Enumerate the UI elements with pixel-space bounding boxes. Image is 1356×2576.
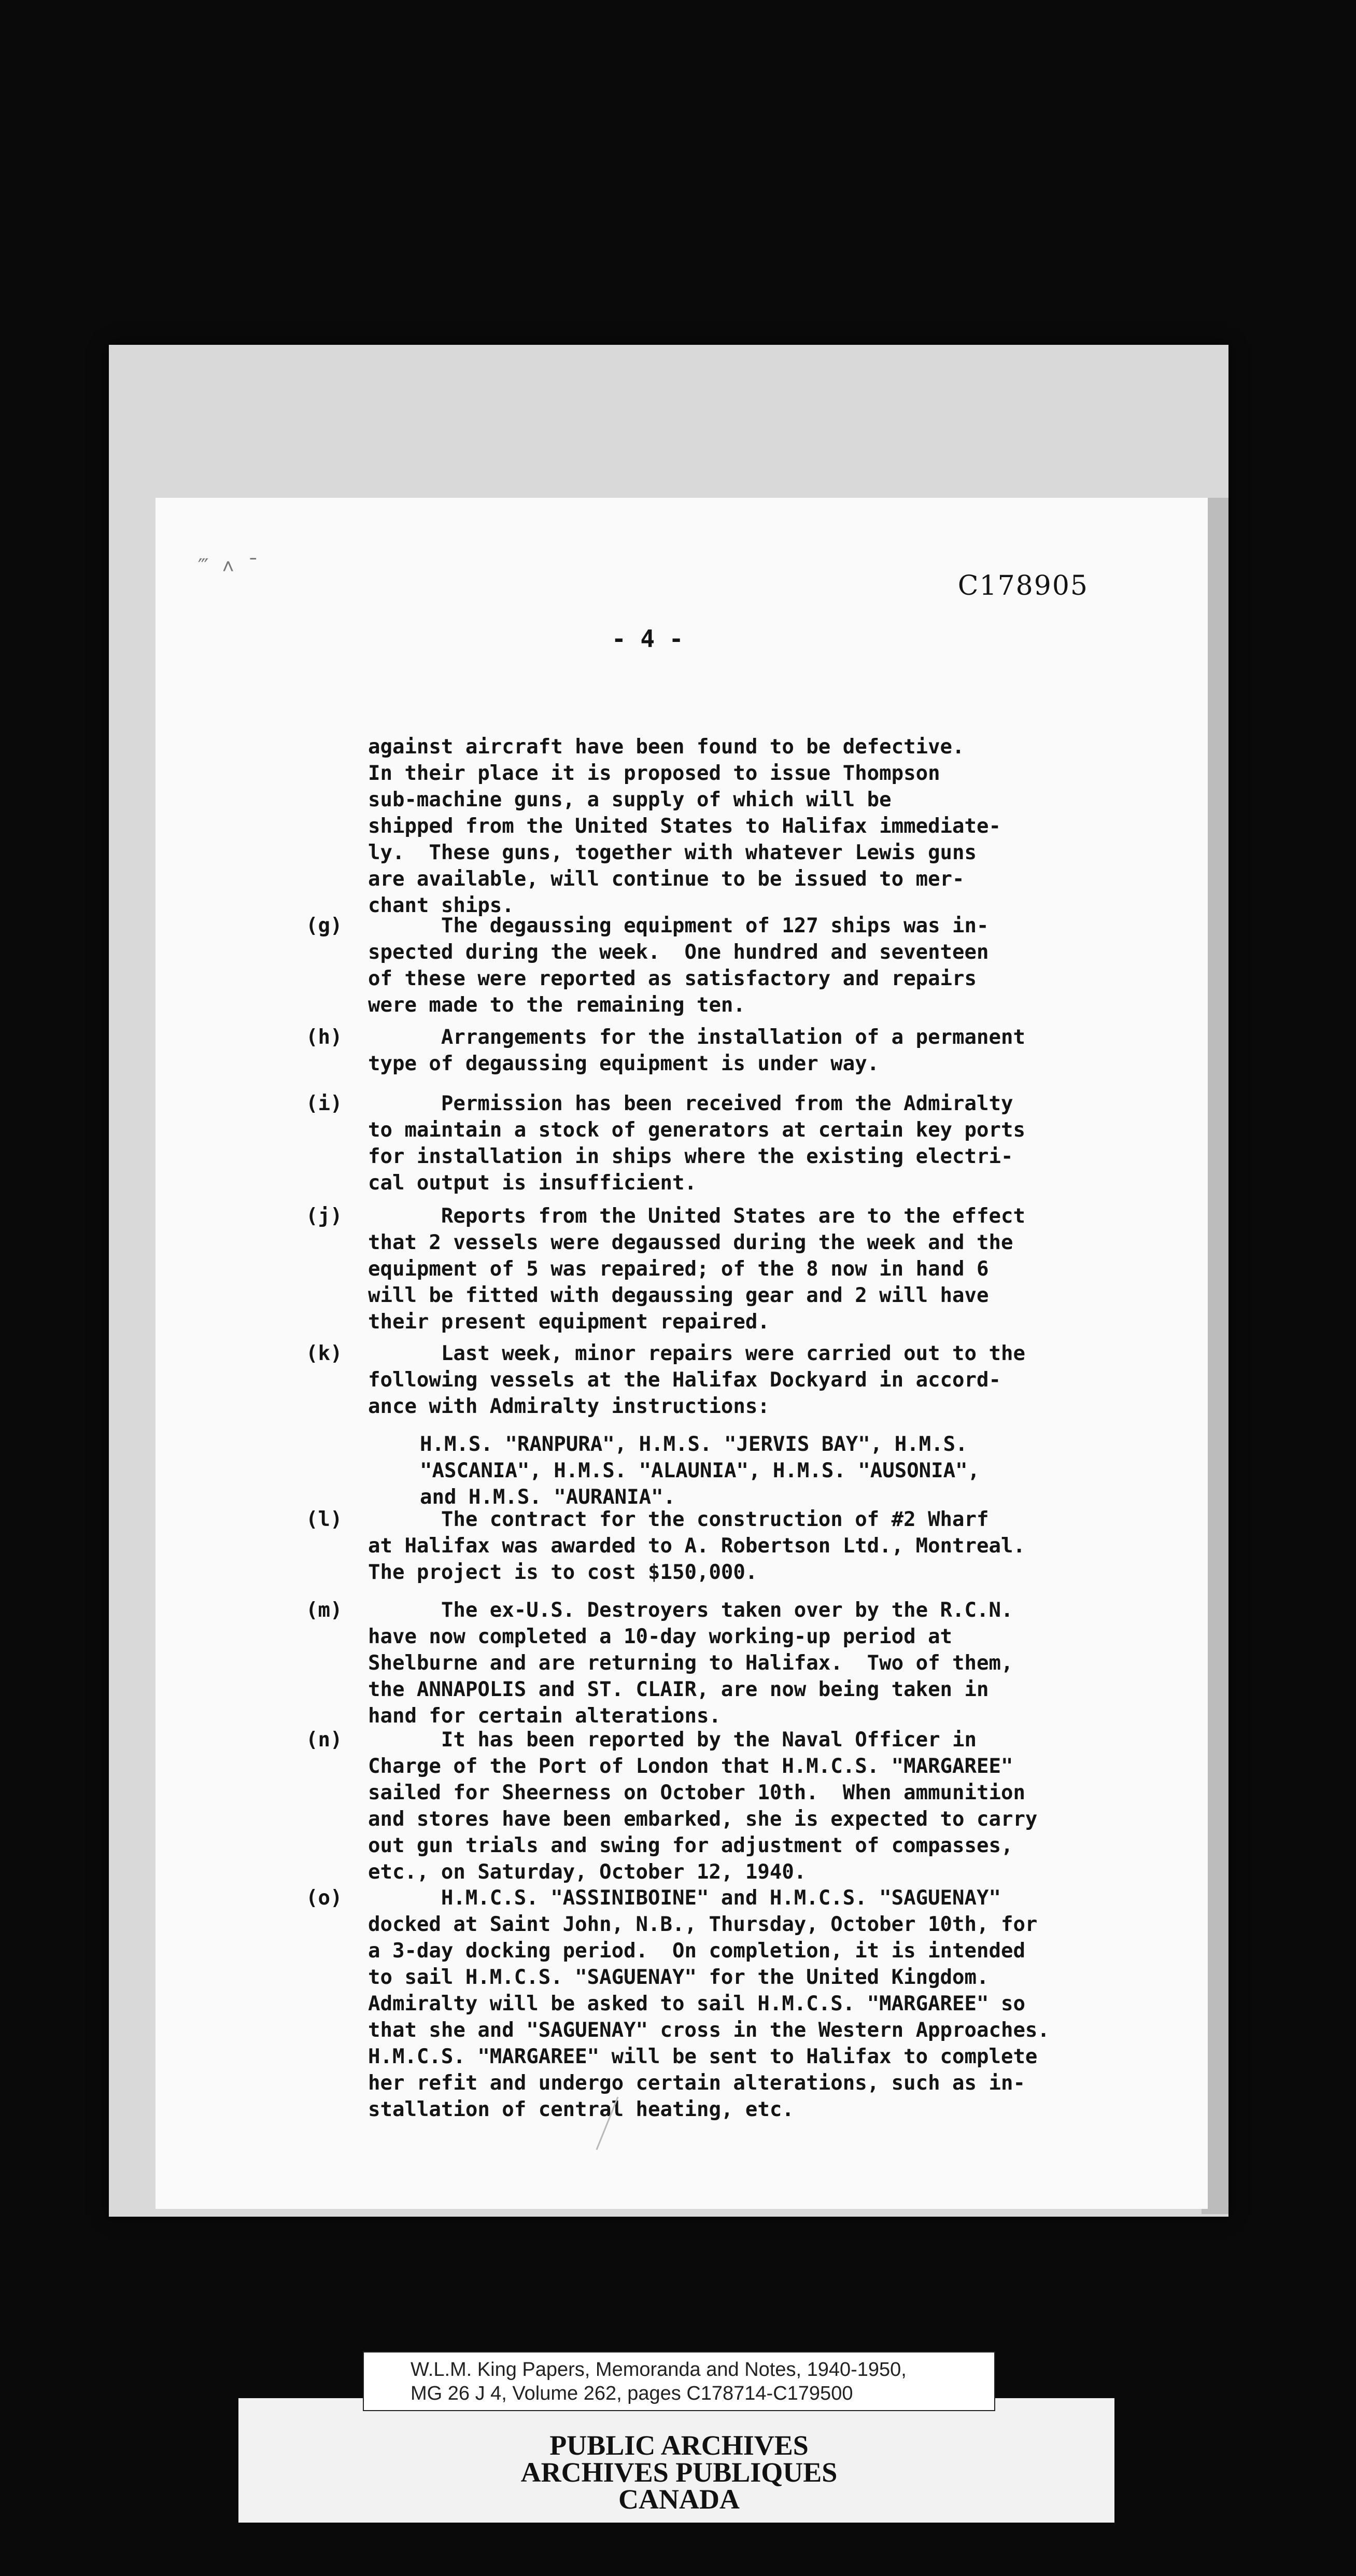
item-text: Arrangements for the installation of a permanent type of degaussing equipment is under way. — [368, 1026, 1025, 1075]
item-label: (j) — [306, 1205, 343, 1228]
citation-line-2: MG 26 J 4, Volume 262, pages C178714-C179500 — [411, 2383, 853, 2404]
item-text: Last week, minor repairs were carried out to the following vessels at the Halifax Dockyard in accord- ance with Admiralty instructions: — [368, 1342, 1025, 1418]
archive-title — [363, 2432, 995, 2513]
corner-mark: ‴ ˄ ¯ — [197, 555, 260, 579]
item-text: The degaussing equipment of 127 ships was in- spected during the week. One hundred and seventeen of these were reported as satisfactory and repairs were made to the remaining ten. — [368, 914, 989, 1017]
item-text: It has been reported by the Naval Officer in Charge of the Port of London that H.M.C.S. "MARGAREE" sailed for Sheerness on October 10th. When ammunition and stores have been embarked, she is expected to carry out gun trials and swing for adjustment of compasses, etc., on Saturday, October 12, 1940. — [368, 1728, 1038, 1884]
archive-title-line-2: ARCHIVES PUBLIQUES — [520, 2457, 838, 2488]
item-text: Permission has been received from the Admiralty to maintain a stock of generators at certain key ports for installation in ships where the existing electri- cal output is insufficient. — [368, 1092, 1025, 1195]
item-text: The ex-U.S. Destroyers taken over by the R.C.N. have now completed a 10-day working-up period at Shelburne and are returning to Halifax. Two of them, the ANNAPOLIS and ST. CLAIR, are now being taken in hand for certain alterations. — [368, 1599, 1013, 1728]
item-text: H.M.C.S. "ASSINIBOINE" and H.M.C.S. "SAGUENAY" docked at Saint John, N.B., Thursday, October 10th, for a 3-day docking period. On completion, it is intended to sail H.M.C.S. "SAGUENAY" for the United Kingdom. Admiralty will be asked to sail H.M.C.S. "MARGAREE" so that she and "SAGUENAY" cross in the Western Approaches. H.M.C.S. "MARGAREE" will be sent to Halifax to complete her refit and undergo certain alterations, such as in- stallation of central heating, etc. — [368, 1886, 1050, 2121]
archive-title-line-1: PUBLIC ARCHIVES — [549, 2430, 809, 2461]
archive-title-line-3: CANADA — [618, 2484, 740, 2515]
document-page — [156, 498, 1208, 2209]
page-number: - 4 - — [612, 625, 684, 653]
item-label: (l) — [306, 1508, 343, 1531]
item-label: (g) — [306, 914, 343, 937]
label-notch-right — [995, 2351, 1114, 2398]
continued-paragraph: against aircraft have been found to be defective. In their place it is proposed to issue Thompson sub-machine guns, a supply of which will be shipped from the United States to Halifax immediate- ly. These guns, together with whatever Lewis guns are available, will continue to be issued to mer- chant ships. — [368, 735, 1001, 917]
label-notch-left — [238, 2351, 363, 2398]
item-label: (n) — [306, 1728, 343, 1752]
citation-box — [363, 2351, 995, 2411]
ship-list: H.M.S. "RANPURA", H.M.S. "JERVIS BAY", H.M.S. "ASCANIA", H.M.S. "ALAUNIA", H.M.S. "AUSONIA", and H.M.S. "AURANIA". — [420, 1433, 980, 1509]
item-label: (o) — [306, 1886, 343, 1910]
item-text: The contract for the construction of #2 Wharf at Halifax was awarded to A. Robertson Ltd., Montreal. The project is to cost $150,000. — [368, 1508, 1025, 1584]
item-label: (m) — [306, 1599, 343, 1622]
citation-line-1: W.L.M. King Papers, Memoranda and Notes, 1940-1950, — [411, 2359, 907, 2381]
document-number: C178905 — [957, 570, 1089, 601]
item-label: (h) — [306, 1026, 343, 1049]
item-label: (i) — [306, 1092, 343, 1115]
item-label: (k) — [306, 1342, 343, 1365]
item-text: Reports from the United States are to the effect that 2 vessels were degaussed during the week and the equipment of 5 was repaired; of the 8 now in hand 6 will be fitted with degaussing gear and 2 will have their present equipment repaired. — [368, 1205, 1025, 1334]
